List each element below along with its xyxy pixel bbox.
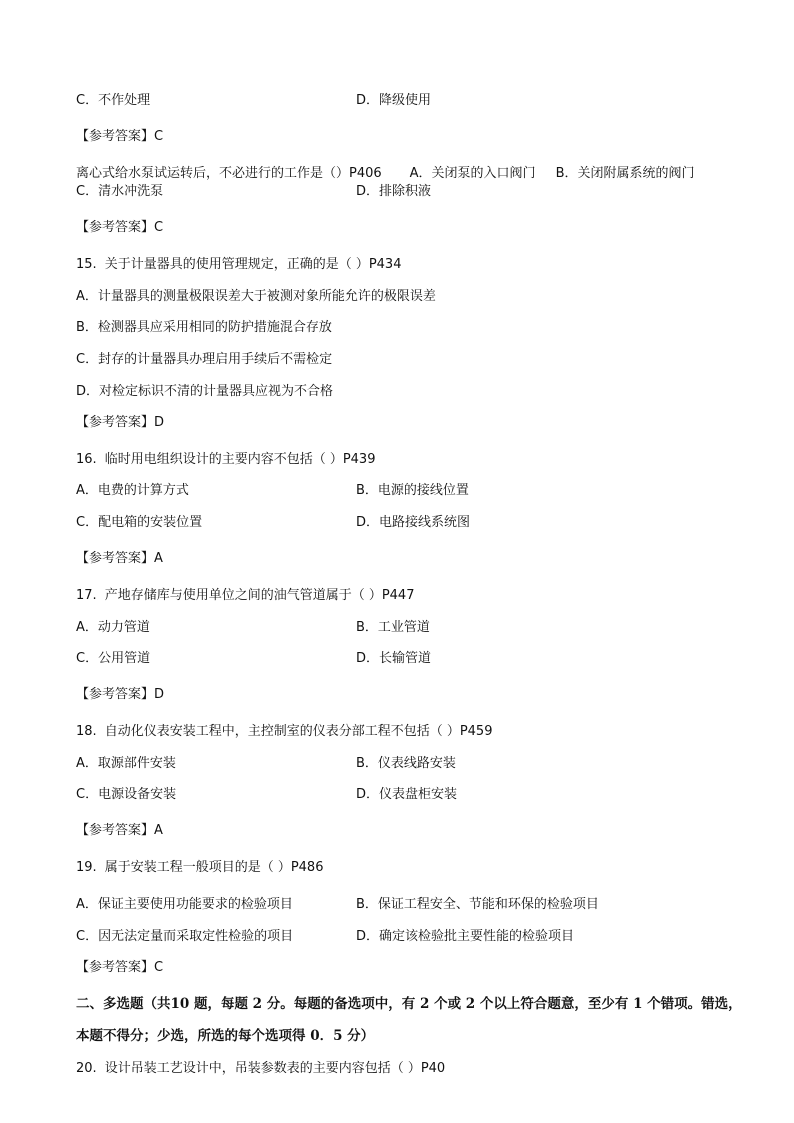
q14-option-c: C．清水冲洗泵 bbox=[76, 184, 164, 199]
q20-stem-row bbox=[76, 1061, 445, 1077]
q14-option-a: A．关闭泵的入口阀门 bbox=[409, 166, 536, 181]
q15-option-a: A．计量器具的测量极限误差大于被测对象所能允许的极限误差 bbox=[76, 289, 436, 304]
q14-answer: 【参考答案】C bbox=[76, 220, 164, 235]
q18-option-a: A．取源部件安装 bbox=[76, 756, 176, 771]
q16-option-a: A．电费的计算方式 bbox=[76, 483, 189, 498]
q18-stem: 自动化仪表安装工程中，主控制室的仪表分部工程不包括（ ）P459 bbox=[104, 724, 493, 739]
q18-stem-row bbox=[76, 724, 492, 740]
q15-answer: 【参考答案】D bbox=[76, 415, 165, 430]
q14-option-b: B．关闭附属系统的阀门 bbox=[555, 166, 695, 181]
q20-stem: 设计吊装工艺设计中，吊装参数表的主要内容包括（ ）P40 bbox=[104, 1061, 446, 1076]
q15-option-c: C．封存的计量器具办理启用手续后不需检定 bbox=[76, 352, 333, 367]
q18-answer: 【参考答案】A bbox=[76, 823, 163, 838]
q17-stem: 产地存储库与使用单位之间的油气管道属于（ ）P447 bbox=[104, 588, 415, 603]
q17-option-a: A．动力管道 bbox=[76, 620, 150, 635]
q14-option-d: D．排除积液 bbox=[356, 184, 432, 199]
q13-option-d: D．降级使用 bbox=[356, 93, 432, 108]
q13-answer: 【参考答案】C bbox=[76, 129, 164, 144]
q17-stem-row bbox=[76, 588, 414, 604]
q18-option-d: D．仪表盘柜安装 bbox=[356, 787, 458, 802]
q19-option-b: B．保证工程安全、节能和环保的检验项目 bbox=[356, 897, 599, 912]
q15-option-d: D．对检定标识不清的计量器具应视为不合格 bbox=[76, 384, 334, 399]
q17-option-b: B．工业管道 bbox=[356, 620, 430, 635]
q16-stem-row bbox=[76, 452, 375, 468]
q15-number: 15. bbox=[76, 257, 97, 272]
q19-number: 19. bbox=[76, 860, 97, 875]
q16-answer: 【参考答案】A bbox=[76, 551, 163, 566]
q17-option-c: C．公用管道 bbox=[76, 651, 151, 666]
q19-option-a: A．保证主要使用功能要求的检验项目 bbox=[76, 897, 293, 912]
q19-option-c: C．因无法定量而采取定性检验的项目 bbox=[76, 929, 294, 944]
q14-stem-row bbox=[76, 166, 694, 182]
q18-number: 18. bbox=[76, 724, 97, 739]
q20-number: 20. bbox=[76, 1061, 97, 1076]
q16-option-d: D．电路接线系统图 bbox=[356, 515, 471, 530]
q15-stem-row bbox=[76, 257, 401, 273]
q18-option-c: C．电源设备安装 bbox=[76, 787, 177, 802]
q19-stem: 属于安装工程一般项目的是（ ）P486 bbox=[104, 860, 324, 875]
q13-option-c: C．不作处理 bbox=[76, 93, 151, 108]
q19-answer: 【参考答案】C bbox=[76, 960, 164, 975]
q17-option-d: D．长输管道 bbox=[356, 651, 432, 666]
q15-option-b: B．检测器具应采用相同的防护措施混合存放 bbox=[76, 320, 332, 335]
section2-heading-line2: 本题不得分；少选，所选的每个选项得 0．5 分） bbox=[76, 1028, 375, 1044]
q18-option-b: B．仪表线路安装 bbox=[356, 756, 456, 771]
q15-stem: 关于计量器具的使用管理规定，正确的是（ ）P434 bbox=[104, 257, 402, 272]
q16-option-c: C．配电箱的安装位置 bbox=[76, 515, 203, 530]
q16-option-b: B．电源的接线位置 bbox=[356, 483, 469, 498]
section2-heading-line1: 二、多选题（共10 题，每题 2 分。每题的备选项中，有 2 个或 2 个以上符合题意，至少有 1 个错项。错选， bbox=[76, 996, 742, 1012]
q14-stem: 离心式给水泵试运转后，不必进行的工作是（）P406 bbox=[76, 166, 382, 181]
q19-stem-row bbox=[76, 860, 323, 876]
q17-number: 17. bbox=[76, 588, 97, 603]
q19-option-d: D．确定该检验批主要性能的检验项目 bbox=[356, 929, 575, 944]
q16-stem: 临时用电组织设计的主要内容不包括（ ）P439 bbox=[104, 452, 376, 467]
q16-number: 16. bbox=[76, 452, 97, 467]
q17-answer: 【参考答案】D bbox=[76, 687, 165, 702]
